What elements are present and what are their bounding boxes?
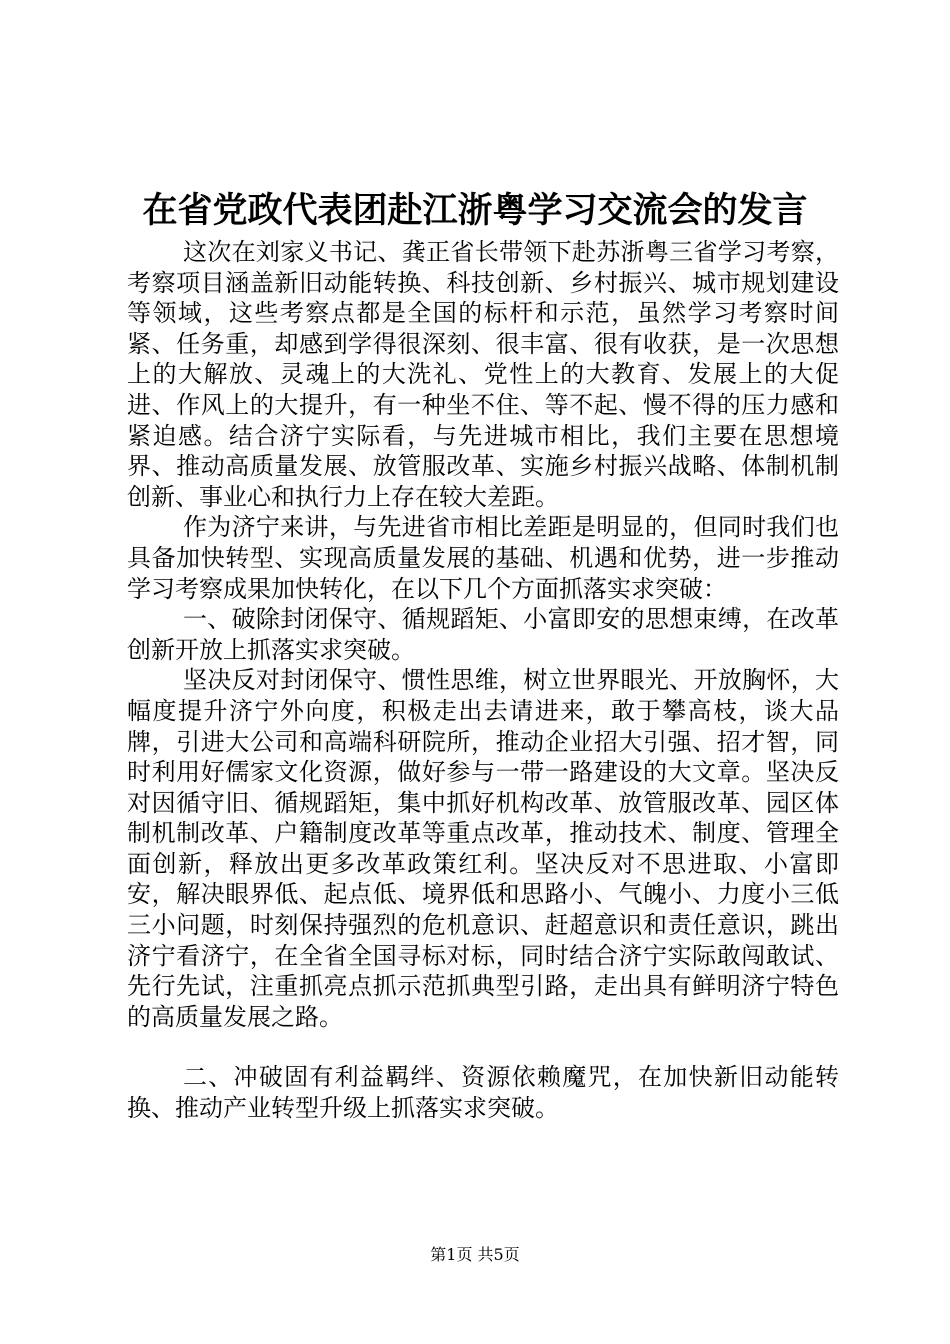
paragraph-intro: 这次在刘家义书记、龚正省长带领下赴苏浙粤三省学习考察，考察项目涵盖新旧动能转换、科技创新、乡村振兴、城市规划建设等领域，这些考察点都是全国的标杆和示范，虽然学习考察时间紧、任务重，却感到学得很深刻、很丰富、很有收获，是一次思想上的大解放、灵魂上的大洗礼、党性上的大教育、发展上的大促进、作风上的大提升，有一种坐不住、等不起、慢不得的压力感和紧迫感。结合济宁实际看，与先进城市相比，我们主要在思想境界、推动高质量发展、放管服改革、实施乡村振兴战略、体制机制创新、事业心和执行力上存在较大差距。 — [127, 238, 839, 511]
paragraph-section-one-body: 坚决反对封闭保守、惯性思维，树立世界眼光、开放胸怀，大幅度提升济宁外向度，积极走出去请进来，敢于攀高枝，谈大品牌，引进大公司和高端科研院所，推动企业招大引强、招才智，同时利用好儒家文化资源，做好参与一带一路建设的大文章。坚决反对因循守旧、循规蹈矩，集中抓好机构改革、放管服改革、园区体制机制改革、户籍制度改革等重点改革，推动技术、制度、管理全面创新，释放出更多改革政策红利。坚决反对不思进取、小富即安，解决眼界低、起点低、境界低和思路小、气魄小、力度小三低三小问题，时刻保持强烈的危机意识、赶超意识和责任意识，跳出济宁看济宁，在全省全国寻标对标，同时结合济宁实际敢闯敢试、先行先试，注重抓亮点抓示范抓典型引路，走出具有鲜明济宁特色的高质量发展之路。 — [127, 666, 839, 1031]
document-title: 在省党政代表团赴江浙粤学习交流会的发言 — [142, 190, 808, 231]
paragraph-gap-statement: 作为济宁来讲，与先进省市相比差距是明显的，但同时我们也具备加快转型、实现高质量发展的基础、机遇和优势，进一步推动学习考察成果加快转化，在以下几个方面抓落实求突破： — [127, 513, 839, 603]
document-body — [127, 237, 839, 1124]
paragraph-heading-two: 二、冲破固有利益羁绊、资源依赖魔咒，在加快新旧动能转换、推动产业转型升级上抓落实求突破。 — [127, 1063, 839, 1123]
paragraph-heading-one: 一、破除封闭保守、循规蹈矩、小富即安的思想束缚，在改革创新开放上抓落实求突破。 — [127, 605, 839, 664]
page-footer: 第1页 共5页 — [430, 1245, 520, 1264]
